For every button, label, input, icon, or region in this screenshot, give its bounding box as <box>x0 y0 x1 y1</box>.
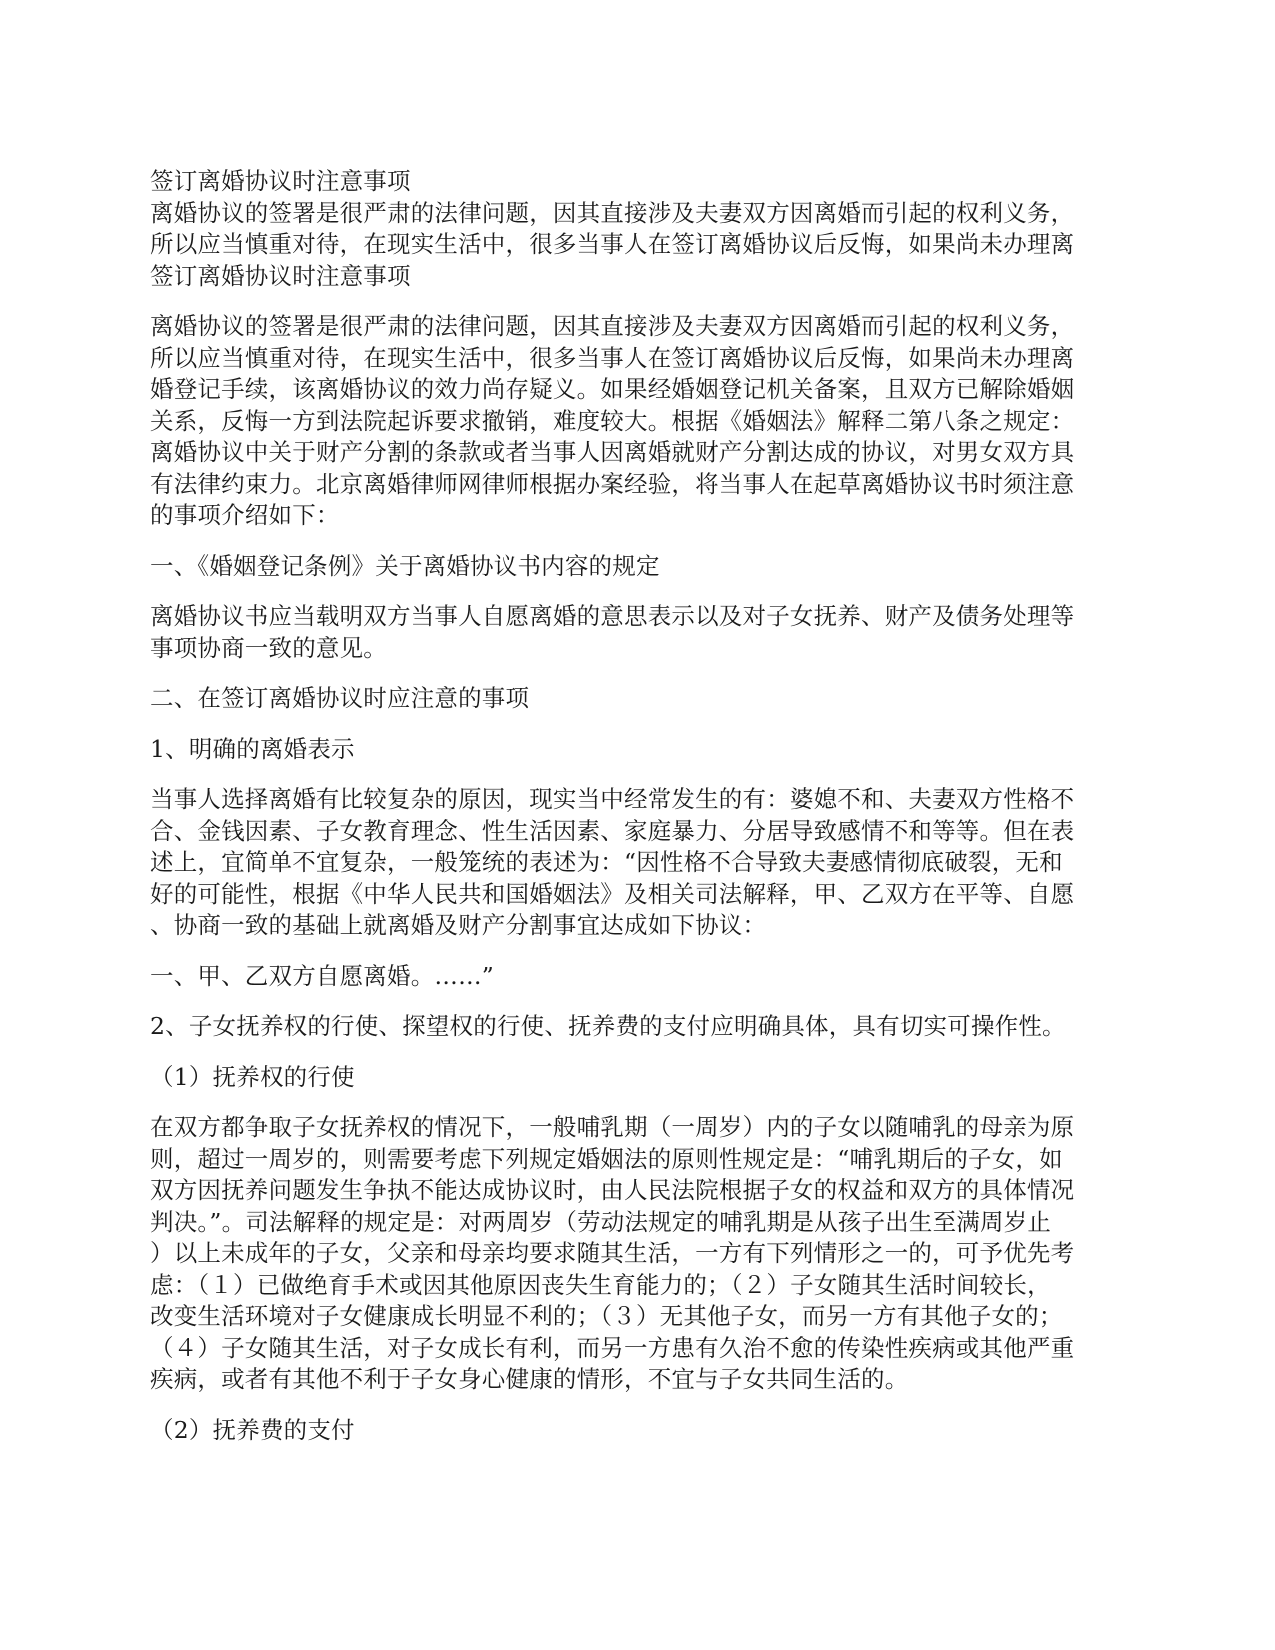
paragraph-line: 离婚协议中关于财产分割的条款或者当事人因离婚就财产分割达成的协议，对男女双方具 <box>150 438 1075 466</box>
document-title-repeat: 签订离婚协议时注意事项 <box>150 261 411 290</box>
paragraph-line: 合、金钱因素、子女教育理念、性生活因素、家庭暴力、分居导致感情不和等等。但在表 <box>150 816 1075 845</box>
paragraph-line: 婚登记手续，该离婚协议的效力尚存疑义。如果经婚姻登记机关备案，且双方已解除婚姻 <box>150 375 1075 403</box>
subsection-heading: （2）抚养费的支付 <box>150 1415 355 1444</box>
subsection-heading: （1）抚养权的行使 <box>150 1062 355 1091</box>
paragraph-line: 离婚协议的签署是很严肃的法律问题，因其直接涉及夫妻双方因离婚而引起的权利义务， <box>150 312 1075 340</box>
intro-line: 所以应当慎重对待，在现实生活中，很多当事人在签订离婚协议后反悔，如果尚未办理离 <box>150 230 1075 258</box>
subsection-heading: 2、子女抚养权的行使、探望权的行使、抚养费的支付应明确具体，具有切实可操作性。 <box>150 1012 1066 1040</box>
paragraph-line: ）以上未成年的子女，父亲和母亲均要求随其生活，一方有下列情形之一的，可予优先考 <box>150 1239 1075 1267</box>
paragraph-line: 、协商一致的基础上就离婚及财产分割事宜达成如下协议： <box>150 911 767 939</box>
paragraph-line: 双方因抚养问题发生争执不能达成协议时，由人民法院根据子女的权益和双方的具体情况 <box>150 1176 1075 1204</box>
paragraph-quote-end: 一、甲、乙双方自愿离婚。……” <box>150 961 495 990</box>
paragraph-line: 所以应当慎重对待，在现实生活中，很多当事人在签订离婚协议后反悔，如果尚未办理离 <box>150 343 1075 372</box>
paragraph-line: 事项协商一致的意见。 <box>150 633 387 662</box>
paragraph-divorce-reason <box>150 784 1130 942</box>
paragraph-line: 离婚协议书应当载明双方当事人自愿离婚的意思表示以及对子女抚养、财产及债务处理等 <box>150 602 1075 630</box>
paragraph-line: （４）子女随其生活，对子女成长有利，而另一方患有久治不愈的传染性疾病或其他严重 <box>150 1333 1075 1362</box>
paragraph-line: 当事人选择离婚有比较复杂的原因，现实当中经常发生的有：婆媳不和、夫妻双方性格不 <box>150 785 1075 813</box>
section-heading: 一、《婚姻登记条例》关于离婚协议书内容的规定 <box>150 551 660 580</box>
subsection-heading: 1、明确的离婚表示 <box>150 734 355 763</box>
paragraph-custody <box>150 1112 1130 1396</box>
paragraph-line: 关系，反悔一方到法院起诉要求撤销，难度较大。根据《婚姻法》解释二第八条之规定： <box>150 406 1075 435</box>
paragraph-intro <box>150 311 1130 532</box>
paragraph-line: 在双方都争取子女抚养权的情况下，一般哺乳期（一周岁）内的子女以随哺乳的母亲为原 <box>150 1113 1075 1141</box>
paragraph-line: 有法律约束力。北京离婚律师网律师根据办案经验，将当事人在起草离婚协议书时须注意 <box>150 469 1075 498</box>
intro-line: 离婚协议的签署是很严肃的法律问题，因其直接涉及夫妻双方因离婚而引起的权利义务， <box>150 198 1075 227</box>
document-title: 签订离婚协议时注意事项 <box>150 167 411 195</box>
paragraph-line: 判决。”。司法解释的规定是：对两周岁（劳动法规定的哺乳期是从孩子出生至满周岁止 <box>150 1207 1052 1236</box>
paragraph-line: 改变生活环境对子女健康成长明显不利的；（３）无其他子女，而另一方有其他子女的； <box>150 1302 1063 1330</box>
paragraph-line: 疾病，或者有其他不利于子女身心健康的情形，不宜与子女共同生活的。 <box>150 1365 909 1393</box>
document-page <box>150 166 1130 1446</box>
paragraph-regulation <box>150 601 1130 664</box>
paragraph-line: 虑：（１）已做绝育手术或因其他原因丧失生育能力的；（２）子女随其生活时间较长， <box>150 1270 1051 1299</box>
paragraph-line: 好的可能性，根据《中华人民共和国婚姻法》及相关司法解释，甲、乙双方在平等、自愿 <box>150 879 1075 908</box>
section-heading: 二、在签订离婚协议时应注意的事项 <box>150 684 530 712</box>
paragraph-line: 的事项介绍如下： <box>150 501 340 529</box>
paragraph-line: 则，超过一周岁的，则需要考虑下列规定婚姻法的原则性规定是：“哺乳期后的子女，如 <box>150 1144 1063 1173</box>
paragraph-line: 述上，宜简单不宜复杂，一般笼统的表述为：“因性格不合导致夫妻感情彻底破裂，无和 <box>150 848 1063 876</box>
